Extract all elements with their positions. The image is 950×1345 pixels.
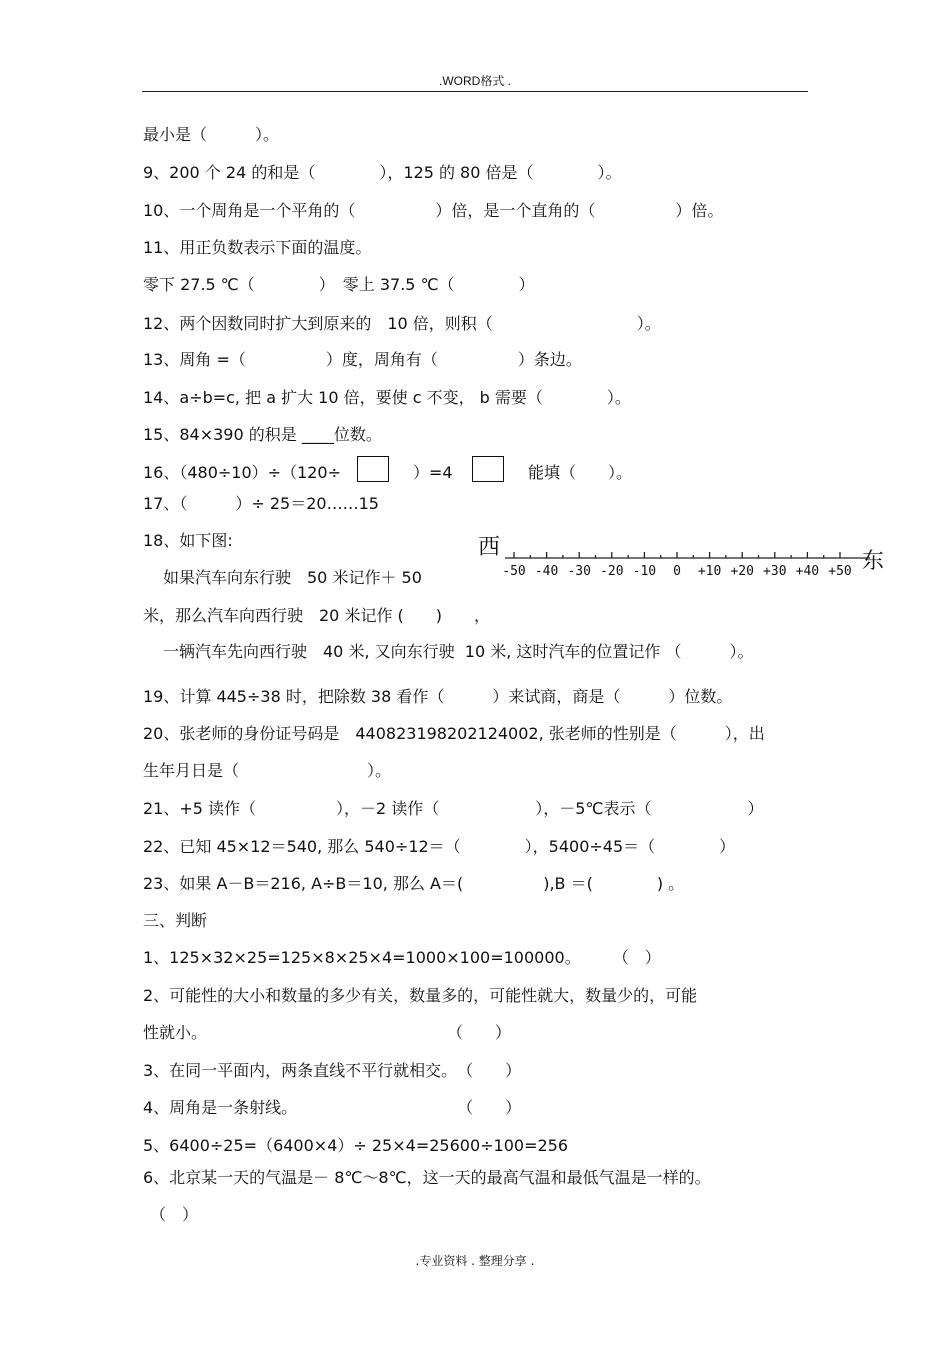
text-line: 9、200 个 24 的和是（ ），125 的 80 倍是（ ）。 (143, 163, 622, 182)
text-line: 20、张老师的身份证号码是 440823198202124002, 张老师的性别是（ ），出 (143, 724, 765, 743)
tick-label: +20 (730, 564, 754, 579)
text-line: 10、一个周角是一个平角的（ ）倍，是一个直角的（ ）倍。 (143, 201, 724, 220)
page-footer: .专业资料 . 整理分享 . (415, 1254, 535, 1268)
text-line: 能填（ ）。 (528, 463, 633, 482)
text-line: 零下 27.5 ℃（ ） 零上 37.5 ℃（ ） (143, 275, 535, 294)
text-line: 18、如下图: (143, 531, 233, 550)
page-header: .WORD格式 . (439, 74, 511, 88)
tick-label: +50 (828, 564, 852, 579)
text-line: 11、用正负数表示下面的温度。 (143, 238, 372, 257)
text-line: 2、可能性的大小和数量的多少有关，数量多的，可能性就大，数量少的，可能 (143, 986, 698, 1005)
text-line: ）=4 (413, 463, 453, 482)
text-line: 19、计算 445÷38 时，把除数 38 看作（ ）来试商，商是（ ）位数。 (143, 687, 733, 706)
tick-label: -40 (534, 564, 559, 579)
text-line: 4、周角是一条射线。 （ ） (143, 1098, 522, 1117)
text-line: 6、北京某一天的气温是－ 8℃～8℃，这一天的最高气温和最低气温是一样的。 (143, 1168, 711, 1187)
text-line: 17、（ ）÷ 25＝20……15 (143, 494, 379, 513)
tick-label: -30 (567, 564, 591, 579)
text-line: （ ） (150, 1205, 199, 1224)
answer-box-1 (357, 456, 389, 482)
tick-label: +10 (697, 564, 722, 579)
text-line: 13、周角 =（ ）度，周角有（ ）条边。 (143, 350, 582, 369)
text-line: 23、如果 A－B＝216, A÷B＝10, 那么 A＝( ),B ＝( ) 。 (143, 874, 685, 893)
tick-label: -10 (632, 564, 657, 579)
text-line: 性就小。 （ ） (143, 1023, 512, 1042)
tick-label: -20 (600, 564, 624, 579)
tick-label: 0 (673, 564, 681, 579)
tick-label: +40 (795, 564, 820, 579)
text-line: 5、6400÷25=（6400×4）÷ 25×4=25600÷100=256 (143, 1136, 569, 1155)
text-line: 15、84×390 的积是 ____位数。 (143, 425, 382, 444)
text-line: 14、a÷b=c, 把 a 扩大 10 倍，要使 c 不变， b 需要（ ）。 (143, 388, 631, 407)
east-label: 东 (862, 549, 885, 574)
text-line: 米，那么汽车向西行驶 20 米记作 ( ) ， (143, 606, 491, 625)
text-line: 12、两个因数同时扩大到原来的 10 倍，则积（ ）。 (143, 314, 661, 333)
header-rule (142, 91, 808, 92)
answer-box-2 (472, 456, 504, 482)
text-line: 一辆汽车先向西行驶 40 米, 又向东行驶 10 米, 这时汽车的位置记作 （ ）。 (163, 642, 754, 661)
text-line: 生年月日是（ ）。 (143, 761, 392, 780)
text-line: 三、判断 (143, 911, 208, 930)
tick-label: -50 (502, 564, 526, 579)
text-line: 1、125×32×25=125×8×25×4=1000×100=100000。 （ ） (143, 948, 661, 967)
text-line: 16、（480÷10）÷（120÷ (143, 463, 342, 482)
text-line: 21、+5 读作（ ），－2 读作（ ），－5℃表示（ ） (143, 799, 764, 818)
text-line: 最小是（ ）。 (143, 125, 280, 144)
text-line: 22、已知 45×12＝540, 那么 540÷12＝（ ），5400÷45＝（ ） (143, 837, 736, 856)
tick-label: +30 (763, 564, 787, 579)
text-line: 3、在同一平面内，两条直线不平行就相交。 （ ） (143, 1061, 522, 1080)
text-line: 如果汽车向东行驶 50 米记作＋ 50 (163, 568, 422, 587)
west-label: 西 (478, 535, 501, 560)
